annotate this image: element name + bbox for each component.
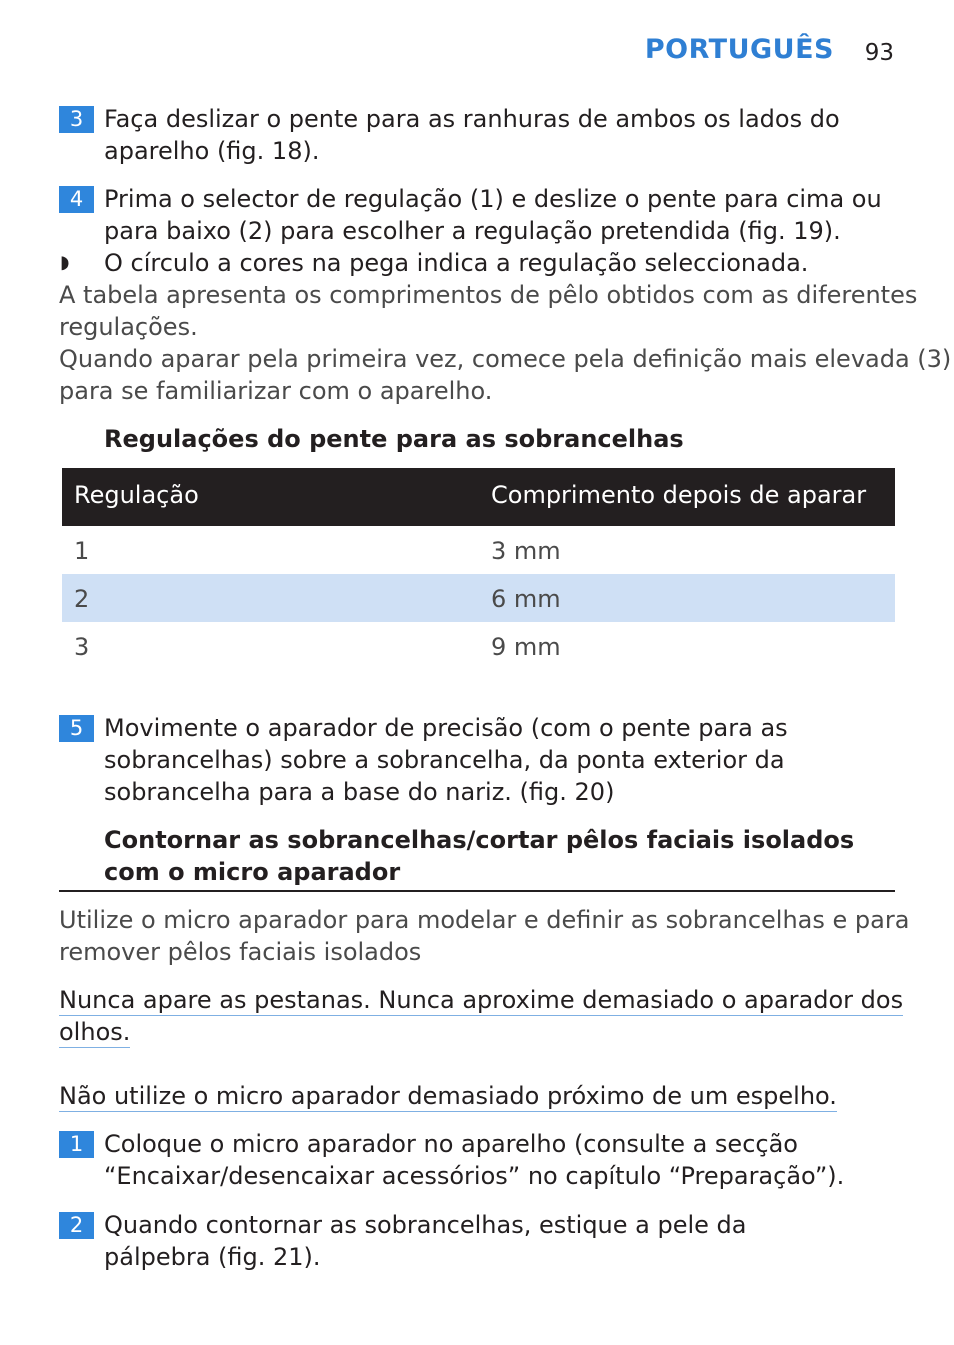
step-number-badge: 5 [59, 715, 94, 742]
table-row [62, 526, 895, 574]
section-heading: Contornar as sobrancelhas/cortar pêlos faciais isolados [104, 826, 855, 854]
step-text-line: “Encaixar/desencaixar acessórios” no capítulo “Preparação”). [104, 1162, 845, 1190]
bullet-icon: ◗ [60, 252, 70, 273]
warning-line: olhos. [59, 1018, 131, 1046]
step-number-badge: 2 [59, 1212, 94, 1239]
warning-text [59, 1016, 130, 1048]
section-intro: remover pêlos faciais isolados [59, 938, 422, 966]
table-title: Regulações do pente para as sobrancelhas [104, 425, 684, 453]
table-cell: 6 mm [491, 585, 561, 613]
table-row [62, 622, 895, 670]
paragraph-line: regulações. [59, 313, 198, 341]
table-cell: 2 [74, 585, 90, 613]
step-text-line: Prima o selector de regulação (1) e deslize o pente para cima ou [104, 185, 882, 213]
table-cell: 9 mm [491, 633, 561, 661]
section-heading: com o micro aparador [104, 858, 401, 886]
page-number: 93 [864, 40, 894, 66]
step-text-line: pálpebra (fig. 21). [104, 1243, 321, 1271]
step-text-line: aparelho (fig. 18). [104, 137, 320, 165]
paragraph-line: Quando aparar pela primeira vez, comece pela definição mais elevada (3) [59, 345, 952, 373]
table-cell: 3 [74, 633, 90, 661]
step-text-line: Coloque o micro aparador no aparelho (consulte a secção [104, 1130, 798, 1158]
table-cell: 1 [74, 537, 90, 565]
table-header-row [62, 468, 895, 526]
warning-text [59, 984, 903, 1016]
step-text-line: para baixo (2) para escolher a regulação pretendida (fig. 19). [104, 217, 841, 245]
language-header: PORTUGUÊS [644, 34, 834, 65]
table-header-cell: Comprimento depois de aparar [491, 481, 867, 509]
step-text-line: sobrancelhas) sobre a sobrancelha, da ponta exterior da [104, 746, 785, 774]
section-intro: Utilize o micro aparador para modelar e definir as sobrancelhas e para [59, 906, 910, 934]
settings-table [62, 468, 895, 670]
warning-text [59, 1080, 837, 1112]
step-text-line: Faça deslizar o pente para as ranhuras de ambos os lados do [104, 105, 840, 133]
paragraph-line: para se familiarizar com o aparelho. [59, 377, 493, 405]
paragraph-line: A tabela apresenta os comprimentos de pêlo obtidos com as diferentes [59, 281, 918, 309]
table-header-cell: Regulação [74, 481, 199, 509]
table-cell: 3 mm [491, 537, 561, 565]
warning-line: Não utilize o micro aparador demasiado próximo de um espelho. [59, 1082, 837, 1110]
table-row [62, 574, 895, 622]
step-text-line: sobrancelha para a base do nariz. (fig. 20) [104, 778, 615, 806]
step-text-line: Quando contornar as sobrancelhas, estique a pele da [104, 1211, 747, 1239]
section-divider [59, 890, 895, 892]
step-number-badge: 1 [59, 1131, 94, 1158]
step-number-badge: 4 [59, 186, 94, 213]
bullet-text: O círculo a cores na pega indica a regulação seleccionada. [104, 249, 809, 277]
step-number-badge: 3 [59, 106, 94, 133]
step-text-line: Movimente o aparador de precisão (com o pente para as [104, 714, 788, 742]
warning-line: Nunca apare as pestanas. Nunca aproxime demasiado o aparador dos [59, 986, 904, 1014]
